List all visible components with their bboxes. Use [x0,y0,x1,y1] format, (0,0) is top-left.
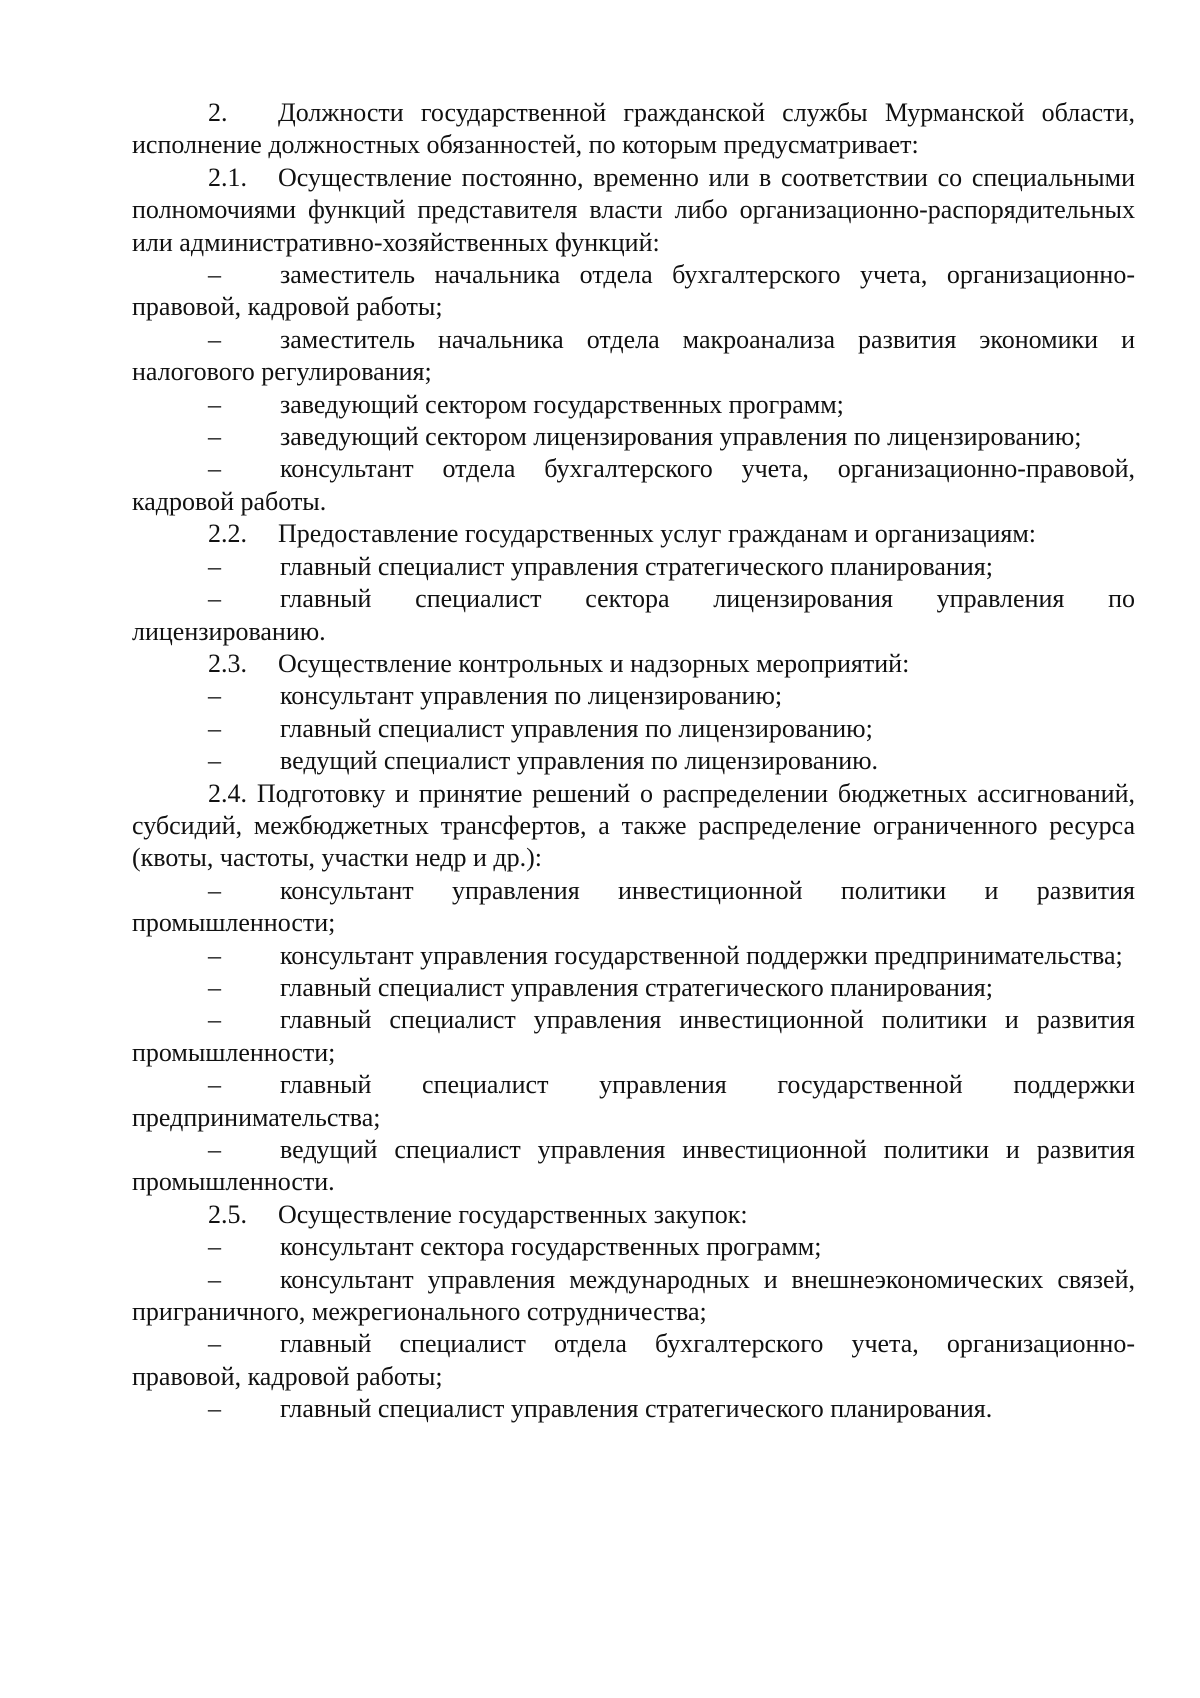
section-text: Осуществление государственных закупок: [278,1199,748,1229]
subsection-2-5 [132,1199,1135,1231]
section-text: Должности государственной гражданской службы Мурманской области, исполнение должностных обязанностей, по которым предусматривает: [132,98,1135,160]
dash-marker: – [208,1005,221,1035]
list-item-text: консультант управления инвестиционной политики и развития промышленности; [132,875,1135,938]
list-item-text: консультант управления государственной поддержки предпринимательства; [280,940,1123,970]
list-item-text: главный специалист отдела бухгалтерского учета, организационно-правовой, кадровой работы; [132,1329,1135,1391]
dash-marker: – [208,422,221,452]
list-item [132,940,1135,972]
subsection-2-4 [132,778,1135,875]
dash-marker: – [208,1264,221,1294]
section-number: 2.5. [208,1199,247,1229]
list-item-text: заведующий сектором лицензирования управления по лицензированию; [280,422,1082,452]
dash-marker: – [208,713,221,743]
dash-marker: – [208,584,221,614]
list-item-text: главный специалист управления инвестиционной политики и развития промышленности; [132,1005,1135,1067]
dash-marker: – [208,875,221,905]
section-number: 2.2. [208,519,247,549]
list-item [132,389,1135,421]
list-item [132,1264,1135,1329]
list-item [132,324,1135,389]
list-item-text: ведущий специалист управления инвестиционной политики и развития промышленности. [132,1135,1135,1197]
list-item-text: главный специалист управления стратегического планирования; [280,551,993,581]
subsection-2-3 [132,648,1135,680]
list-item [132,551,1135,583]
list-item-text: консультант сектора государственных программ; [280,1232,822,1262]
list-item [132,680,1135,712]
dash-marker: – [208,1329,221,1359]
section-text: Осуществление постоянно, временно или в соответствии со специальными полномочиями функций представителя власти либо организационно-распорядительных или административно-хозяйственных функций: [132,162,1135,257]
list-item-text: заместитель начальника отдела бухгалтерского учета, организационно-правовой, кадровой работы; [132,260,1135,322]
subsection-2-2 [132,518,1135,550]
list-item-text: главный специалист управления стратегического планирования. [280,1394,993,1424]
section-number: 2.4. [208,778,247,808]
list-item [132,745,1135,777]
list-item [132,1134,1135,1199]
dash-marker: – [208,1394,221,1424]
list-item [132,583,1135,648]
dash-marker: – [208,454,221,484]
list-item [132,972,1135,1004]
section-text: Предоставление государственных услуг гражданам и организациям: [278,519,1037,549]
section-number: 2. [208,98,228,127]
dash-marker: – [208,260,221,290]
dash-marker: – [208,1070,221,1100]
dash-marker: – [208,1135,221,1164]
section-2-heading [132,97,1135,162]
list-item [132,1231,1135,1263]
list-item-text: заместитель начальника отдела макроанализа развития экономики и налогового регулирования; [132,324,1135,387]
document-body [132,97,1135,1426]
list-item-text: консультант управления международных и внешнеэкономических связей, приграничного, межрегионального сотрудничества; [132,1264,1135,1327]
subsection-2-1 [132,162,1135,259]
list-item [132,453,1135,518]
list-item-text: главный специалист сектора лицензирования управления по лицензированию. [132,584,1135,646]
list-item-text: главный специалист управления государственной поддержки предпринимательства; [132,1070,1135,1132]
dash-marker: – [208,972,221,1002]
list-item-text: консультант отдела бухгалтерского учета, организационно-правовой, кадровой работы. [132,454,1135,516]
list-item [132,1004,1135,1069]
list-item [132,713,1135,745]
list-item-text: главный специалист управления по лицензированию; [280,713,873,743]
list-item-text: главный специалист управления стратегического планирования; [280,972,993,1002]
dash-marker: – [208,551,221,581]
dash-marker: – [208,1232,221,1262]
section-text: Подготовку и принятие решений о распределении бюджетных ассигнований, субсидий, межбюджетных трансфертов, а также распределение ограниченного ресурса (квоты, частоты, участки недр и др.): [132,778,1135,873]
section-text: Осуществление контрольных и надзорных мероприятий: [278,648,910,678]
list-item [132,875,1135,940]
dash-marker: – [208,940,221,970]
list-item [132,259,1135,324]
list-item [132,1069,1135,1134]
dash-marker: – [208,324,221,354]
dash-marker: – [208,746,221,776]
dash-marker: – [208,389,221,419]
list-item-text: заведующий сектором государственных программ; [280,389,844,419]
list-item-text: консультант управления по лицензированию; [280,681,783,711]
list-item [132,1393,1135,1425]
list-item [132,421,1135,453]
dash-marker: – [208,681,221,711]
section-number: 2.3. [208,648,247,678]
list-item [132,1328,1135,1393]
list-item-text: ведущий специалист управления по лицензированию. [280,746,879,776]
section-number: 2.1. [208,162,247,192]
